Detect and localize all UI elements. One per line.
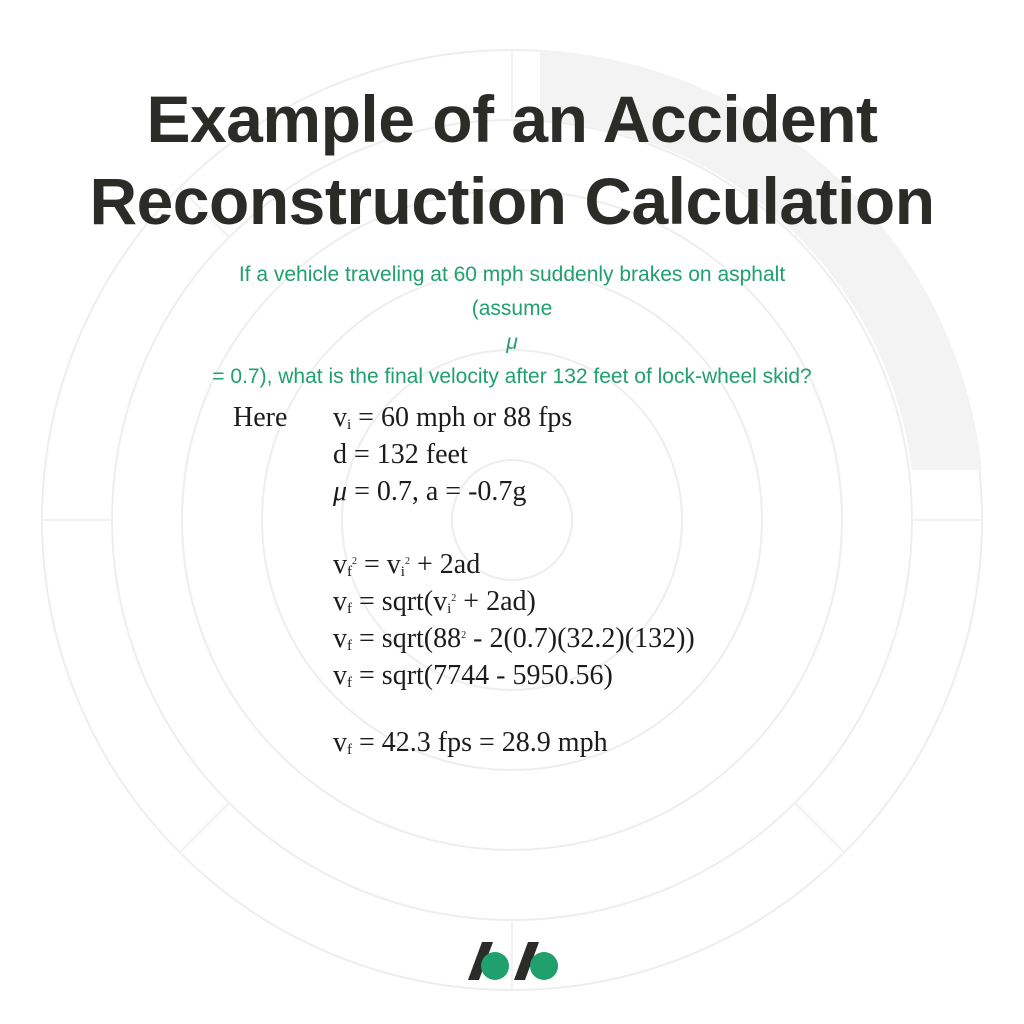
spacer <box>333 693 695 723</box>
var-mu: μ <box>333 476 348 507</box>
var-v: v <box>333 586 347 617</box>
step-simplified <box>333 656 695 693</box>
result-line <box>333 723 695 760</box>
title-line-1: Example of an Accident <box>146 82 878 156</box>
step-3-mid: = sqrt(88 <box>352 623 462 654</box>
subscript-i: i <box>347 417 352 433</box>
step-3-end: - 2(0.7)(32.2)(132)) <box>466 623 695 654</box>
step-1-end: + 2ad <box>409 549 481 580</box>
step-sqrt-form <box>333 582 695 619</box>
given-vi-text: = 60 mph or 88 fps <box>351 402 573 433</box>
step-1-mid: = v <box>357 549 401 580</box>
subscript-i: i <box>400 564 405 580</box>
given-d-text: = 132 feet <box>347 439 468 470</box>
problem-statement <box>0 258 1024 394</box>
var-v: v <box>333 402 347 433</box>
title-line-2: Reconstruction Calculation <box>89 164 935 238</box>
slash-circle-logo-icon <box>466 940 562 984</box>
var-v: v <box>333 660 347 691</box>
given-initial-velocity <box>333 398 695 435</box>
spacer <box>333 509 695 545</box>
var-d: d <box>333 439 347 470</box>
here-label: Here <box>233 402 288 433</box>
question-mu-symbol: μ <box>506 331 518 354</box>
superscript-2: 2 <box>404 556 410 567</box>
subscript-f: f <box>347 638 352 654</box>
var-v: v <box>333 549 347 580</box>
question-line-2 <box>0 292 1024 394</box>
subscript-i: i <box>447 601 452 617</box>
given-distance <box>333 435 695 472</box>
given-mu-text: = 0.7, a = -0.7g <box>347 476 527 507</box>
step-2-end: + 2ad) <box>456 586 536 617</box>
step-4-text: = sqrt(7744 - 5950.56) <box>352 660 613 691</box>
superscript-2: 2 <box>451 593 457 604</box>
question-line-2-end: = 0.7), what is the final velocity after 132 feet of lock-wheel skid? <box>212 365 812 388</box>
calculation-lines <box>333 398 695 760</box>
var-v: v <box>333 623 347 654</box>
subscript-f: f <box>347 564 352 580</box>
question-line-1: If a vehicle traveling at 60 mph suddenly brakes on asphalt <box>238 263 786 286</box>
step-equation <box>333 545 695 582</box>
given-friction <box>333 472 695 509</box>
superscript-2: 2 <box>461 630 467 641</box>
step-2-mid: = sqrt(v <box>352 586 448 617</box>
question-line-2-start: (assume <box>471 297 553 320</box>
result-text: = 42.3 fps = 28.9 mph <box>352 727 608 758</box>
superscript-2: 2 <box>352 556 357 567</box>
subscript-f: f <box>347 742 352 758</box>
subscript-f: f <box>347 675 352 691</box>
step-substitution <box>333 619 695 656</box>
var-v: v <box>333 727 347 758</box>
page-title <box>0 78 1024 242</box>
subscript-f: f <box>347 601 352 617</box>
